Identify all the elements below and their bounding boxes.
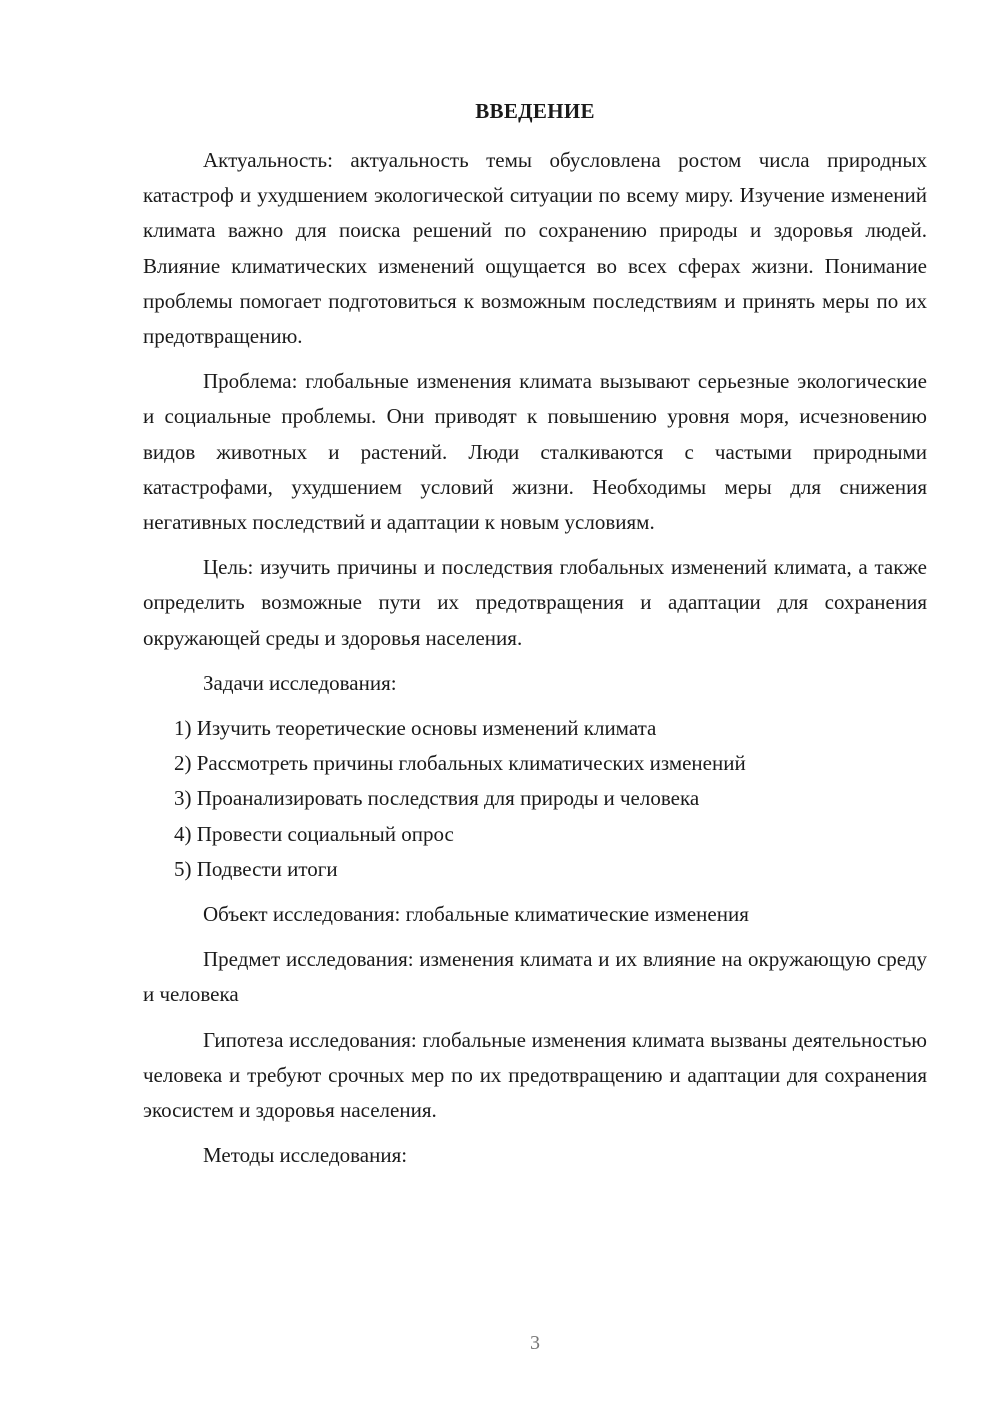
hypothesis-paragraph: Гипотеза исследования: глобальные изменения климата вызваны деятельностью человека и требуют срочных мер по их предотвращению и адаптации для сохранения экосистем и здоровья населения. (143, 1027, 927, 1123)
object-paragraph: Объект исследования: глобальные климатические изменения (203, 902, 749, 927)
page-title: ВВЕДЕНИЕ (475, 99, 595, 123)
task-item: 2) Рассмотреть причины глобальных климатических изменений (174, 751, 746, 776)
methods-heading: Методы исследования: (203, 1143, 408, 1168)
task-item: 4) Провести социальный опрос (174, 821, 454, 846)
task-item: 3) Проанализировать последствия для природы и человека (174, 786, 700, 811)
tasks-list (143, 711, 927, 887)
document-page (143, 0, 927, 1414)
task-item: 1) Изучить теоретические основы изменений климата (174, 716, 657, 741)
relevance-paragraph: Актуальность: актуальность темы обусловлена ростом числа природных катастроф и ухудшением экологической ситуации по всему миру. Изучение изменений климата важно для поиска решений по сохранению природы и здоровья людей. Влияние климатических изменений ощущается во всех сферах жизни. Понимание проблемы помогает подготовиться к возможным последствиям и принять меры по их предотвращению. (143, 148, 927, 349)
subject-paragraph: Предмет исследования: изменения климата и их влияние на окружающую среду и человека (143, 947, 927, 1007)
goal-paragraph: Цель: изучить причины и последствия глобальных изменений климата, а также определить возможные пути их предотвращения и адаптации для сохранения окружающей среды и здоровья населения. (143, 555, 927, 650)
page-number: 3 (530, 1332, 540, 1354)
tasks-heading: Задачи исследования: (203, 670, 397, 695)
problem-paragraph: Проблема: глобальные изменения климата вызывают серьезные экологические и социальные проблемы. Они приводят к повышению уровня моря, исчезновению видов животных и растений. Люди сталкиваются с частыми природными катастрофами, ухудшением условий жизни. Необходимы меры для снижения негативных последствий и адаптации к новым условиям. (143, 369, 927, 535)
document-body (143, 143, 927, 1173)
task-item: 5) Подвести итоги (174, 856, 338, 881)
